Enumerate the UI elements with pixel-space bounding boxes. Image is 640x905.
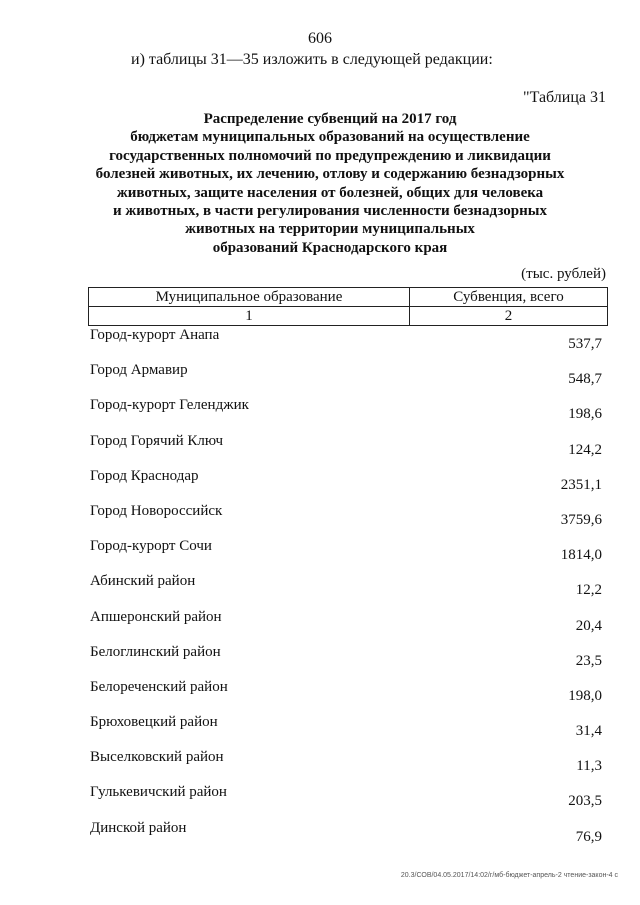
municipality-name: Город-курорт Сочи — [90, 538, 212, 555]
subvention-value: 124,2 — [568, 441, 602, 458]
title-line: болезней животных, их лечению, отлову и содержанию безнадзорных — [95, 166, 565, 183]
municipality-name: Апшеронский район — [90, 608, 222, 625]
column-number-2: 2 — [504, 308, 513, 324]
table-row — [90, 467, 602, 502]
table-row — [90, 326, 602, 361]
subvention-value: 548,7 — [568, 371, 602, 388]
municipality-name: Город Новороссийск — [90, 502, 223, 519]
municipality-name: Белореченский район — [90, 678, 228, 695]
intro-text: и) таблицы 31—35 изложить в следующей редакции: — [131, 51, 493, 68]
header-municipality: Муниципальное образование — [89, 288, 410, 306]
municipality-name: Динской район — [90, 819, 187, 836]
title-line: животных, защите населения от болезней, общих для человека — [116, 184, 544, 201]
title-line: бюджетам муниципальных образований на осуществление — [130, 129, 530, 146]
table-row — [90, 537, 602, 572]
page-number: 606 — [308, 30, 332, 47]
municipality-name: Город-курорт Анапа — [90, 327, 220, 343]
table-row — [90, 783, 602, 818]
subvention-value: 198,6 — [568, 406, 602, 423]
subvention-value: 537,7 — [568, 336, 602, 352]
subvention-value: 23,5 — [575, 652, 602, 669]
municipality-name: Брюховецкий район — [90, 714, 218, 731]
header-subvention: Субвенция, всего — [453, 289, 564, 305]
subvention-value: 11,3 — [576, 758, 602, 775]
table-row — [90, 572, 602, 607]
table-row — [90, 643, 602, 678]
subvention-value: 20,4 — [575, 617, 602, 634]
table-row — [90, 432, 602, 467]
municipality-name: Город Армавир — [90, 362, 188, 379]
table-row — [90, 502, 602, 537]
municipality-name: Гулькевичский район — [90, 784, 227, 801]
table-row — [90, 713, 602, 748]
table-row — [90, 819, 602, 854]
table-header — [88, 287, 608, 326]
document-title — [70, 110, 590, 257]
table-body — [90, 326, 602, 854]
table-row — [90, 361, 602, 396]
title-line: и животных, в части регулирования численности безнадзорных — [113, 203, 547, 220]
header-row — [89, 288, 607, 307]
subvention-value: 203,5 — [568, 793, 602, 810]
subvention-value: 2351,1 — [560, 476, 602, 493]
units-label: (тыс. рублей) — [521, 266, 606, 282]
subvention-value: 1814,0 — [560, 547, 602, 564]
subvention-value: 198,0 — [568, 687, 602, 704]
table-row — [90, 678, 602, 713]
title-line: образований Краснодарского края — [212, 239, 448, 256]
municipality-name: Белоглинский район — [90, 643, 221, 660]
table-label: "Таблица 31 — [523, 89, 606, 106]
table-row — [90, 608, 602, 643]
table-row — [90, 748, 602, 783]
municipality-name: Абинский район — [90, 573, 196, 590]
subvention-value: 12,2 — [575, 582, 602, 599]
column-number-1: 1 — [89, 307, 410, 325]
municipality-name: Город Горячий Ключ — [90, 432, 224, 449]
title-line: Распределение субвенций на 2017 год — [203, 111, 457, 127]
table-row — [90, 396, 602, 431]
municipality-name: Город-курорт Геленджик — [90, 397, 249, 414]
municipality-name: Город Краснодар — [90, 467, 199, 484]
title-line: животных на территории муниципальных — [185, 221, 475, 238]
footer-path: 20.3/СОВ/04.05.2017/14:02/г/мб-бюджет-апрель-2 чтение-закон-4 с — [400, 872, 618, 879]
subvention-value: 3759,6 — [560, 511, 602, 528]
subvention-value: 31,4 — [575, 723, 602, 740]
title-line: государственных полномочий по предупреждению и ликвидации — [109, 147, 551, 164]
column-number-row — [89, 307, 607, 326]
municipality-name: Выселковский район — [90, 749, 224, 766]
subvention-value: 76,9 — [575, 828, 602, 845]
